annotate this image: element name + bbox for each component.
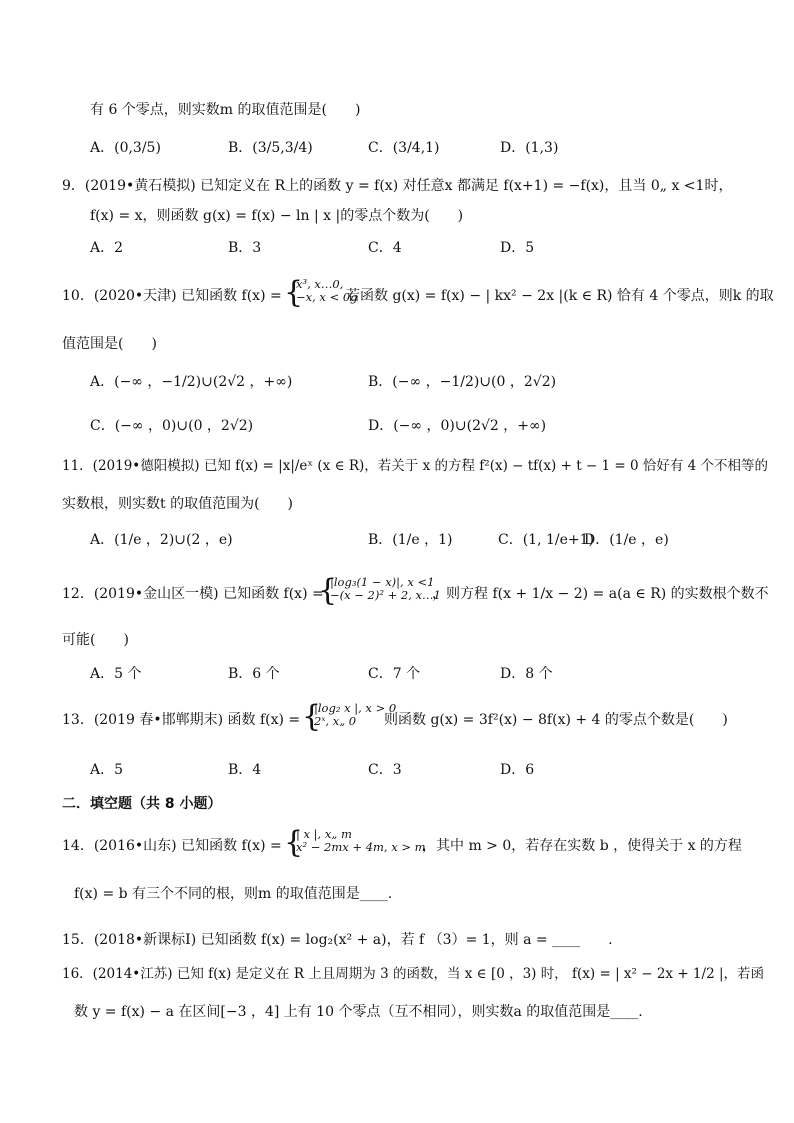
q10-stem-suffix: 若函数 g(x) = f(x) − | kx² − 2x |(k ∈ R) 恰有 4 个零点，则k 的取 <box>346 288 774 304</box>
q8-option-b[interactable]: B．(3/5,3/4) <box>228 140 313 156</box>
brace-glyph: { <box>302 699 322 734</box>
q12-option-b[interactable]: B．6 个 <box>228 666 280 682</box>
q10-stem-line2: 值范围是( ) <box>62 336 157 352</box>
q14-piecewise <box>284 825 426 862</box>
q10-piecewise <box>284 275 358 312</box>
q9-option-c[interactable]: C．4 <box>368 240 402 256</box>
q12-option-a[interactable]: A．5 个 <box>90 666 142 682</box>
q9-stem-line1: 9．(2019•黄石模拟) 已知定义在 R上的函数 y = f(x) 对任意x 都满足 f(x+1) = −f(x)，且当 0„ x <1时， <box>62 178 733 194</box>
q10-option-b[interactable]: B．(−∞ ，−1/2)∪(0 ，2√2) <box>368 374 557 390</box>
q14-case1: | x |, x„ m <box>296 827 352 841</box>
q14-stem-line2: f(x) = b 有三个不同的根，则m 的取值范围是____. <box>74 886 393 902</box>
q16-stem-line1: 16．(2014•江苏) 已知 f(x) 是定义在 R 上且周期为 3 的函数，当 x ∈ [0 ，3) 时， f(x) = | x² − 2x + 1/2 |，若函 <box>62 966 764 982</box>
q12-option-d[interactable]: D．8 个 <box>500 666 553 682</box>
q9-option-a[interactable]: A．2 <box>90 240 124 256</box>
q12-stem-prefix: 12．(2019•金山区一模) 已知函数 f(x) = <box>62 586 324 602</box>
q13-option-d[interactable]: D．6 <box>500 762 535 778</box>
q9-option-b[interactable]: B．3 <box>228 240 262 256</box>
q12-stem-line2: 可能( ) <box>62 632 129 648</box>
section-heading: 二．填空题（共 8 小题） <box>62 796 222 812</box>
q13-case1: |log₂ x |, x > 0 <box>314 701 397 715</box>
q11-option-b[interactable]: B．(1/e ，1) <box>368 532 453 548</box>
q13-option-c[interactable]: C．3 <box>368 762 402 778</box>
q13-case2: 2ˣ, x„ 0 <box>314 714 357 728</box>
brace-glyph: { <box>284 825 304 860</box>
brace-glyph: { <box>318 573 338 608</box>
q11-option-d[interactable]: D．(1/e ，e) <box>584 532 669 548</box>
q8-stem-tail: 有 6 个零点，则实数m 的取值范围是( ) <box>90 102 361 118</box>
q10-stem-prefix: 10．(2020•天津) 已知函数 f(x) = <box>62 288 282 304</box>
q11-stem-line1: 11．(2019•德阳模拟) 已知 f(x) = |x|/eˣ (x ∈ R)，若关于 x 的方程 f²(x) − tf(x) + t − 1 = 0 恰好有 4 个不相等的 <box>62 458 769 474</box>
q10-option-a[interactable]: A．(−∞ ，−1/2)∪(2√2 ，+∞) <box>90 374 293 390</box>
q16-stem-line2: 数 y = f(x) − a 在区间[−3 ，4] 上有 10 个零点（互不相同），则实数a 的取值范围是____. <box>74 1004 643 1020</box>
q9-option-d[interactable]: D．5 <box>500 240 535 256</box>
q10-case1: x³, x…0, <box>296 277 344 291</box>
q10-option-c[interactable]: C．(−∞ ，0)∪(0 ，2√2) <box>90 418 254 434</box>
q11-stem-line2: 实数根，则实数t 的取值范围为( ) <box>62 496 293 512</box>
q8-option-c[interactable]: C．(3/4,1) <box>368 140 440 156</box>
q14-case2: x² − 2mx + 4m, x > m <box>296 840 426 854</box>
q13-option-a[interactable]: A．5 <box>90 762 124 778</box>
q12-stem-suffix: ，则方程 f(x + 1/x − 2) = a(a ∈ R) 的实数根个数不 <box>432 586 769 602</box>
q8-option-a[interactable]: A．(0,3/5) <box>90 140 161 156</box>
q13-piecewise <box>302 699 397 736</box>
q13-stem-suffix: 则函数 g(x) = 3f²(x) − 8f(x) + 4 的零点个数是( ) <box>384 712 728 728</box>
brace-glyph: { <box>284 275 304 310</box>
q10-option-d[interactable]: D．(−∞ ，0)∪(2√2 ，+∞) <box>368 418 547 434</box>
q9-stem-line2: f(x) = x，则函数 g(x) = f(x) − ln | x |的零点个数为( ) <box>90 208 464 224</box>
q14-stem-prefix: 14．(2016•山东) 已知函数 f(x) = <box>62 838 282 854</box>
q11-option-c[interactable]: C．(1, 1/e+1) <box>498 532 594 548</box>
q13-stem-prefix: 13．(2019 春•邯郸期末) 函数 f(x) = <box>62 712 301 728</box>
q8-option-d[interactable]: D．(1,3) <box>500 140 559 156</box>
q13-option-b[interactable]: B．4 <box>228 762 262 778</box>
q12-piecewise <box>318 573 441 610</box>
q11-option-a[interactable]: A．(1/e ，2)∪(2 ，e) <box>90 532 233 548</box>
q10-case2: −x, x < 0g <box>296 290 358 304</box>
q12-option-c[interactable]: C．7 个 <box>368 666 421 682</box>
q12-case1: |log₃(1 − x)|, x <1 <box>330 575 435 589</box>
q12-case2: −(x − 2)² + 2, x…1 <box>330 588 441 602</box>
q15-stem: 15．(2018•新课标Ⅰ) 已知函数 f(x) = log₂(x² + a)，若 f （3）= 1，则 a = ____ . <box>62 932 613 948</box>
q14-stem-suffix: ，其中 m > 0，若存在实数 b ，使得关于 x 的方程 <box>422 838 742 854</box>
